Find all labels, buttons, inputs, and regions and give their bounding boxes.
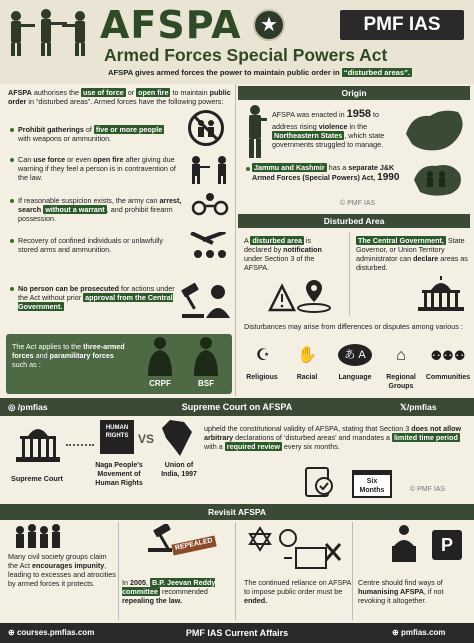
d1-a: A xyxy=(244,236,251,245)
r2-recommended: recommended xyxy=(159,587,208,596)
warning-location-icon xyxy=(266,276,342,314)
disturbance-text: Disturbances may arise from differences or disputes among various : xyxy=(244,322,463,331)
p2-use-force: use force xyxy=(33,155,66,164)
o2-separate: separate J&K Armed Forces (Special Powers) Act, xyxy=(252,163,395,182)
r3-ended: ended. xyxy=(244,596,268,605)
header-subtitle: Armed Forces Special Powers Act xyxy=(104,45,388,65)
human-rights-text: HUMAN RIGHTS xyxy=(105,425,129,439)
armed-paramilitary: paramilitary forces xyxy=(49,351,114,360)
o1-rest: , which state governments struggled to manage. xyxy=(272,130,385,149)
six-months-text: Six Months xyxy=(359,478,385,494)
handcuff-arrest-icon xyxy=(190,192,230,218)
powers-intro xyxy=(8,88,232,106)
language-icon: あ A xyxy=(338,344,372,366)
instagram-icon: ◎ xyxy=(8,402,16,412)
armed-text-e: such as : xyxy=(12,360,41,369)
india-map-icon xyxy=(158,418,198,458)
intro-text: authorises the xyxy=(31,88,81,97)
r2-committee: B.P. Jeevan Reddy committee xyxy=(122,578,216,596)
p3-arrest: arrest, search xyxy=(18,196,182,214)
speaker-podium-icon xyxy=(386,524,422,564)
revisit-text-4 xyxy=(358,578,470,605)
d1-rest: under Section 3 of the AFSPA. xyxy=(244,254,315,272)
sc-not-arbitrary: does not allow arbitrary xyxy=(204,424,462,442)
sc-text-e: every six months. xyxy=(281,442,340,451)
review-checklist-icon xyxy=(302,466,336,498)
symbols-x-icon xyxy=(246,524,346,572)
footer-left-link[interactable] xyxy=(8,623,94,643)
racial-icon: ✋ xyxy=(297,347,317,364)
bsf-soldier-icon xyxy=(188,336,224,376)
o2-jk: Jammu and Kashmir xyxy=(254,163,325,172)
p2-open-fire: open fire xyxy=(93,155,124,164)
d1-notification: notification xyxy=(283,245,322,254)
r1-impunity: encourages impunity xyxy=(31,561,105,570)
p3-rest: , and prohibit firearm possession. xyxy=(18,205,173,223)
x-handle[interactable] xyxy=(400,400,437,414)
soldier-origin-icon xyxy=(242,104,268,158)
soldiers-illustration xyxy=(4,6,104,56)
northeast-map-icon xyxy=(402,104,468,156)
r4-humanising: humanising AFSPA xyxy=(358,587,424,596)
revisit-text-2 xyxy=(122,578,234,605)
footer-left-text: courses.pmfias.com xyxy=(16,628,95,637)
revisit-text-1 xyxy=(8,552,116,588)
o1-northeastern: Northeastern States xyxy=(274,130,343,140)
group-label-religious: Religious xyxy=(246,374,278,381)
instagram-text: /pmfias xyxy=(17,402,48,412)
power-item-use-force xyxy=(18,155,178,182)
origin-text-2 xyxy=(252,163,402,185)
case-party-a: Naga People's Movement of Human Rights xyxy=(95,462,143,487)
p2-can: Can xyxy=(18,155,34,164)
r2-comma: , xyxy=(146,578,150,587)
d1-is-declared: is declared by xyxy=(244,236,312,254)
o2-has-a: has a xyxy=(326,163,349,172)
r1-rest: , leading to excesses and atrocities by armed forces it protects. xyxy=(8,561,116,588)
supreme-court-label: Supreme Court xyxy=(11,474,63,483)
vs-label: VS xyxy=(138,432,155,446)
intro-afspa: AFSPA xyxy=(8,88,32,97)
power-item-gatherings xyxy=(18,125,168,143)
p1-of: of xyxy=(83,125,94,134)
sc-required-review: required review xyxy=(226,442,280,451)
intro-or: or xyxy=(125,88,137,97)
instagram-handle[interactable] xyxy=(8,400,48,414)
armed-three: three-armed forces xyxy=(12,342,125,360)
p5-text: for actions under the Act without prior xyxy=(18,284,175,302)
group-label-language: Language xyxy=(338,374,372,381)
supreme-court-icon xyxy=(14,422,62,466)
footer xyxy=(0,623,474,643)
intro-rest: in “disturbed areas”. Armed forces have the following powers: xyxy=(26,97,224,106)
o1-violence: violence xyxy=(318,121,348,131)
supreme-heading: Supreme Court on AFSPA xyxy=(181,402,293,412)
o1-year: 1958 xyxy=(346,108,372,120)
disturbed-text-2 xyxy=(356,236,468,272)
o1-in-the: in the xyxy=(347,121,368,131)
r2-year: 2005 xyxy=(130,578,146,587)
no-gathering-icon xyxy=(188,110,224,146)
star-emblem-icon: ★ xyxy=(253,9,285,41)
crowd-icon xyxy=(12,524,64,550)
supreme-watermark: © PMF IAS xyxy=(410,486,446,493)
p5-highlight: approval from the Central Government. xyxy=(18,293,173,311)
powers-section xyxy=(0,84,236,396)
disturbed-heading: Disturbed Area xyxy=(238,214,470,228)
regional-groups-icon: ⌂ xyxy=(396,347,406,364)
tagline-text: AFSPA gives armed forces the power to maintain public order in xyxy=(108,68,342,77)
power-item-prosecution xyxy=(18,284,176,311)
p3-text: If reasonable suspicion exists, the army can xyxy=(18,196,160,205)
gavel-person-icon xyxy=(180,280,232,320)
armed-text-a: The Act applies to the xyxy=(12,342,84,351)
brand-badge: PMF IAS xyxy=(340,10,464,40)
armed-forces-text xyxy=(12,342,130,369)
d1-highlight: disturbed area xyxy=(252,236,302,245)
footer-right-link[interactable] xyxy=(392,623,445,643)
header xyxy=(0,0,474,84)
revisit-text-3 xyxy=(244,578,352,605)
intro-open-fire: open fire xyxy=(138,88,169,97)
intro-public-order: public order xyxy=(8,88,231,106)
p5-bold: No person can be prosecuted xyxy=(18,284,120,293)
group-label-communities: Communities xyxy=(425,374,471,381)
arms-recovery-icon xyxy=(188,232,232,260)
origin-watermark: © PMF IAS xyxy=(340,200,376,207)
crpf-soldier-icon xyxy=(142,336,178,376)
header-tagline xyxy=(108,68,470,77)
human-rights-box xyxy=(100,420,134,454)
p1-highlight: five or more people xyxy=(95,125,163,134)
intro-to-maintain: to maintain xyxy=(170,88,210,97)
r1-text: Many civil society groups claim the Act xyxy=(8,552,107,570)
intro-use-of-force: use of force xyxy=(82,88,124,97)
six-months-calendar xyxy=(352,470,392,498)
bsf-label: BSF xyxy=(198,379,214,388)
origin-text-1 xyxy=(272,108,396,149)
footer-right-text: pmfias.com xyxy=(400,628,446,637)
repealed-stamp: REPEALED xyxy=(171,536,216,556)
pmf-logo-icon: P xyxy=(432,530,462,560)
supreme-text xyxy=(204,424,470,451)
power-item-recovery: Recovery of confined individuals or unlawfully stored arms and ammunition. xyxy=(18,236,164,254)
sc-text-c: declarations of ‘disturbed areas’ and mandates a xyxy=(233,433,392,442)
tagline-highlight: “disturbed areas”. xyxy=(343,68,411,77)
armed-and: and xyxy=(33,351,50,360)
p3-highlight: without a warrant xyxy=(45,205,105,214)
communities-icon: ⚉⚉⚉ xyxy=(430,348,466,363)
sc-limited-time: limited time period xyxy=(393,433,458,442)
r3-text: The continued reliance on AFSPA to impose public order must be xyxy=(244,578,351,596)
origin-heading: Origin xyxy=(238,86,470,100)
r2-in: In xyxy=(122,578,130,587)
disturbed-text-1 xyxy=(244,236,340,272)
r4-rest: , if not revoking it altogether. xyxy=(358,587,444,605)
power-item-arrest xyxy=(18,196,188,223)
group-icons-row xyxy=(240,344,472,396)
d2-highlight: The Central Government, xyxy=(358,236,444,245)
x-text: /pmfias xyxy=(406,402,437,412)
sc-with-a: with a xyxy=(204,442,225,451)
revisit-col-4 xyxy=(352,522,353,620)
p1-bold: Prohibit gatherings xyxy=(18,125,84,134)
r4-text: Centre should find ways of xyxy=(358,578,443,587)
p2-rest: after giving due warning if they feel a person is in contravention of the law. xyxy=(18,155,176,182)
soldiers-firing-icon xyxy=(188,154,232,184)
globe-icon-right: ⊕ xyxy=(392,628,399,637)
case-party-b: Union of India, 1997 xyxy=(161,462,197,478)
d2-text: State Governor, or Union Territory administrator can xyxy=(356,236,465,263)
o1-to-address: to address rising xyxy=(272,110,380,131)
sc-text-a: upheld the constitutional validity of AFSPA, stating that Section 3 xyxy=(204,424,412,433)
footer-center: PMF IAS Current Affairs xyxy=(185,628,289,638)
header-title: AFSPA xyxy=(100,3,242,47)
x-icon: 𝕏 xyxy=(400,402,407,412)
religious-icon: ☪ xyxy=(255,347,271,364)
capitol-building-icon xyxy=(414,276,468,314)
p1-rest: with weapons or ammunition. xyxy=(18,134,112,143)
d2-rest: areas as disturbed. xyxy=(356,254,468,272)
group-label-regional: Regional Groups xyxy=(386,374,416,390)
o1-text: AFSPA was enacted in xyxy=(272,110,347,119)
o2-year: 1990 xyxy=(377,172,400,183)
crpf-label: CRPF xyxy=(149,379,171,388)
jk-map-icon xyxy=(408,158,466,200)
p2-or: or even xyxy=(65,155,94,164)
dotted-connector xyxy=(66,444,94,446)
globe-icon: ⊕ xyxy=(8,628,15,637)
revisit-heading: Revisit AFSPA xyxy=(0,504,474,520)
group-label-racial: Racial xyxy=(296,374,318,381)
d2-declare: declare xyxy=(413,254,439,263)
r2-repealing: repealing the law. xyxy=(122,596,183,605)
